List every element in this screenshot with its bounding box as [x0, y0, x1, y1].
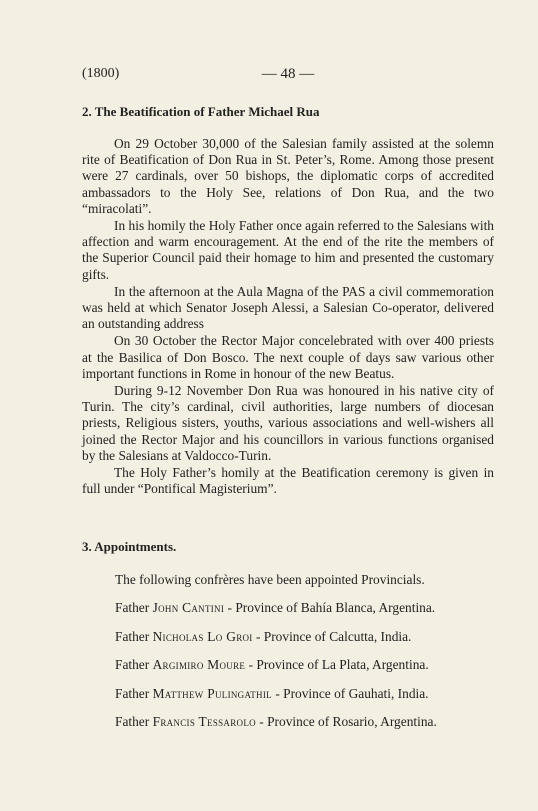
appointment-prefix: Father: [115, 600, 150, 615]
appointment-row: [115, 713, 515, 730]
paragraph: The Holy Father’s homily at the Beatification ceremony is given in full under “Pontifical Magisterium”.: [82, 465, 494, 497]
appointment-row: [115, 685, 515, 702]
paragraph: In the afternoon at the Aula Magna of the PAS a civil commemoration was held at which Senator Joseph Alessi, a Salesian Co-operator, delivered an outstanding address: [82, 283, 494, 332]
appointments-list: [115, 571, 515, 742]
appointments-intro: The following confrères have been appointed Provincials.: [115, 572, 425, 587]
appointment-prefix: Father: [115, 628, 150, 644]
paragraph: On 29 October 30,000 of the Salesian family assisted at the solemn rite of Beatification of Don Rua in St. Peter’s, Rome. Among those present were 27 cardinals, over 50 bishops, the diplomatic corps of accredited ambassadors to the Holy See, relations of Don Rua, and the two “miracolati”.: [82, 136, 494, 216]
appointment-prefix: Father: [115, 685, 150, 701]
appointee-name: Matthew Pulingathil: [152, 685, 272, 701]
page-header: [82, 66, 494, 86]
appointment-row: [115, 628, 515, 645]
paragraph: On 30 October the Rector Major concelebrated with over 400 priests at the Basilica of Don Bosco. The next couple of days saw various other important functions in Rome in honour of the new Beatus.: [82, 333, 494, 381]
appointee-name: John Cantini: [152, 600, 225, 615]
appointment-province: - Province of Rosario, Argentina.: [259, 714, 437, 729]
appointee-name: Argimiro Moure: [152, 657, 246, 672]
appointment-prefix: Father: [115, 714, 150, 729]
paragraph: During 9-12 November Don Rua was honoured in his native city of Turin. The city’s cardinal, civil authorities, large numbers of diocesan priests, Religious sisters, youths, various associations and well-wishers all joined the Rector Major and his councillors in various functions organised by the Salesians at Valdocco-Turin.: [82, 383, 494, 463]
appointment-province: - Province of Bahía Blanca, Argentina.: [227, 600, 436, 615]
appointment-row: [115, 599, 515, 616]
paragraph: In his homily the Holy Father once again referred to the Salesians with affection and warm encouragement. At the end of the rite the members of the Superior Council paid their homage to him and presented the customary gifts.: [82, 218, 494, 282]
appointee-name: Francis Tessarolo: [152, 714, 256, 729]
section-2-title: 2. The Beatification of Father Michael Rua: [82, 104, 320, 119]
section-2-body: [82, 136, 494, 497]
section-3-title: 3. Appointments.: [82, 539, 177, 554]
appointment-prefix: Father: [115, 657, 150, 672]
issue-number: (1800): [82, 66, 120, 81]
appointment-province: - Province of Gauhati, India.: [275, 685, 429, 701]
appointment-province: - Province of Calcutta, India.: [255, 628, 412, 644]
appointee-name: Nicholas Lo Groi: [152, 628, 253, 644]
appointment-row: [115, 656, 515, 673]
page-number: — 48 —: [261, 66, 315, 82]
appointment-province: - Province of La Plata, Argentina.: [248, 657, 429, 672]
